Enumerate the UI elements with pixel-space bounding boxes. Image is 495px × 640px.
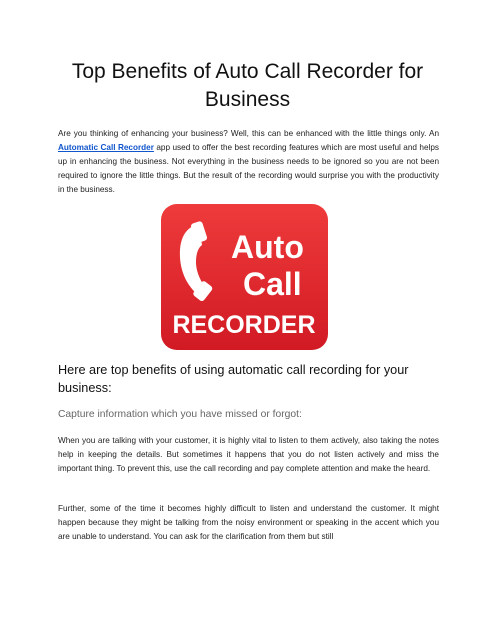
page-title: Top Benefits of Auto Call Recorder for Business	[71, 60, 424, 111]
automatic-call-recorder-link[interactable]: Automatic Call Recorder	[58, 143, 154, 152]
logo-text-recorder: RECORDER	[172, 311, 316, 339]
section-heading: Here are top benefits of using automatic call recording for your business:	[58, 363, 409, 395]
body-paragraph-1: When you are talking with your customer, it is highly vital to listen to them actively, also taking the notes help in keeping the details. But sometimes it happens that you do not listen actively and miss the important thing. To prevent this, use the call recording and pay complete attention and make the heard.	[58, 436, 439, 473]
intro-paragraph	[58, 127, 439, 197]
body-paragraph-2: Further, some of the time it becomes highly difficult to listen and understand the customer. It might happen because they might be talking from the noisy environment or speaking in the accent which you are unable to understand. You can ask for the clarification from them but still	[58, 504, 439, 541]
subheading: Capture information which you have missed or forgot:	[58, 409, 302, 420]
logo-text-call: Call	[243, 266, 302, 302]
intro-text-before-link: Are you thinking of enhancing your business? Well, this can be enhanced with the little things only. An	[58, 129, 439, 138]
intro-text-after-link: app used to offer the best recording features which are most useful and helps up in enhancing the business. Not everything in the business needs to be ignored so you are not been required to ignore the little things. But the result of the recording would surprise you with the productivity in the business.	[58, 143, 439, 194]
logo-text-auto: Auto	[231, 229, 304, 265]
auto-call-recorder-logo	[161, 204, 328, 350]
